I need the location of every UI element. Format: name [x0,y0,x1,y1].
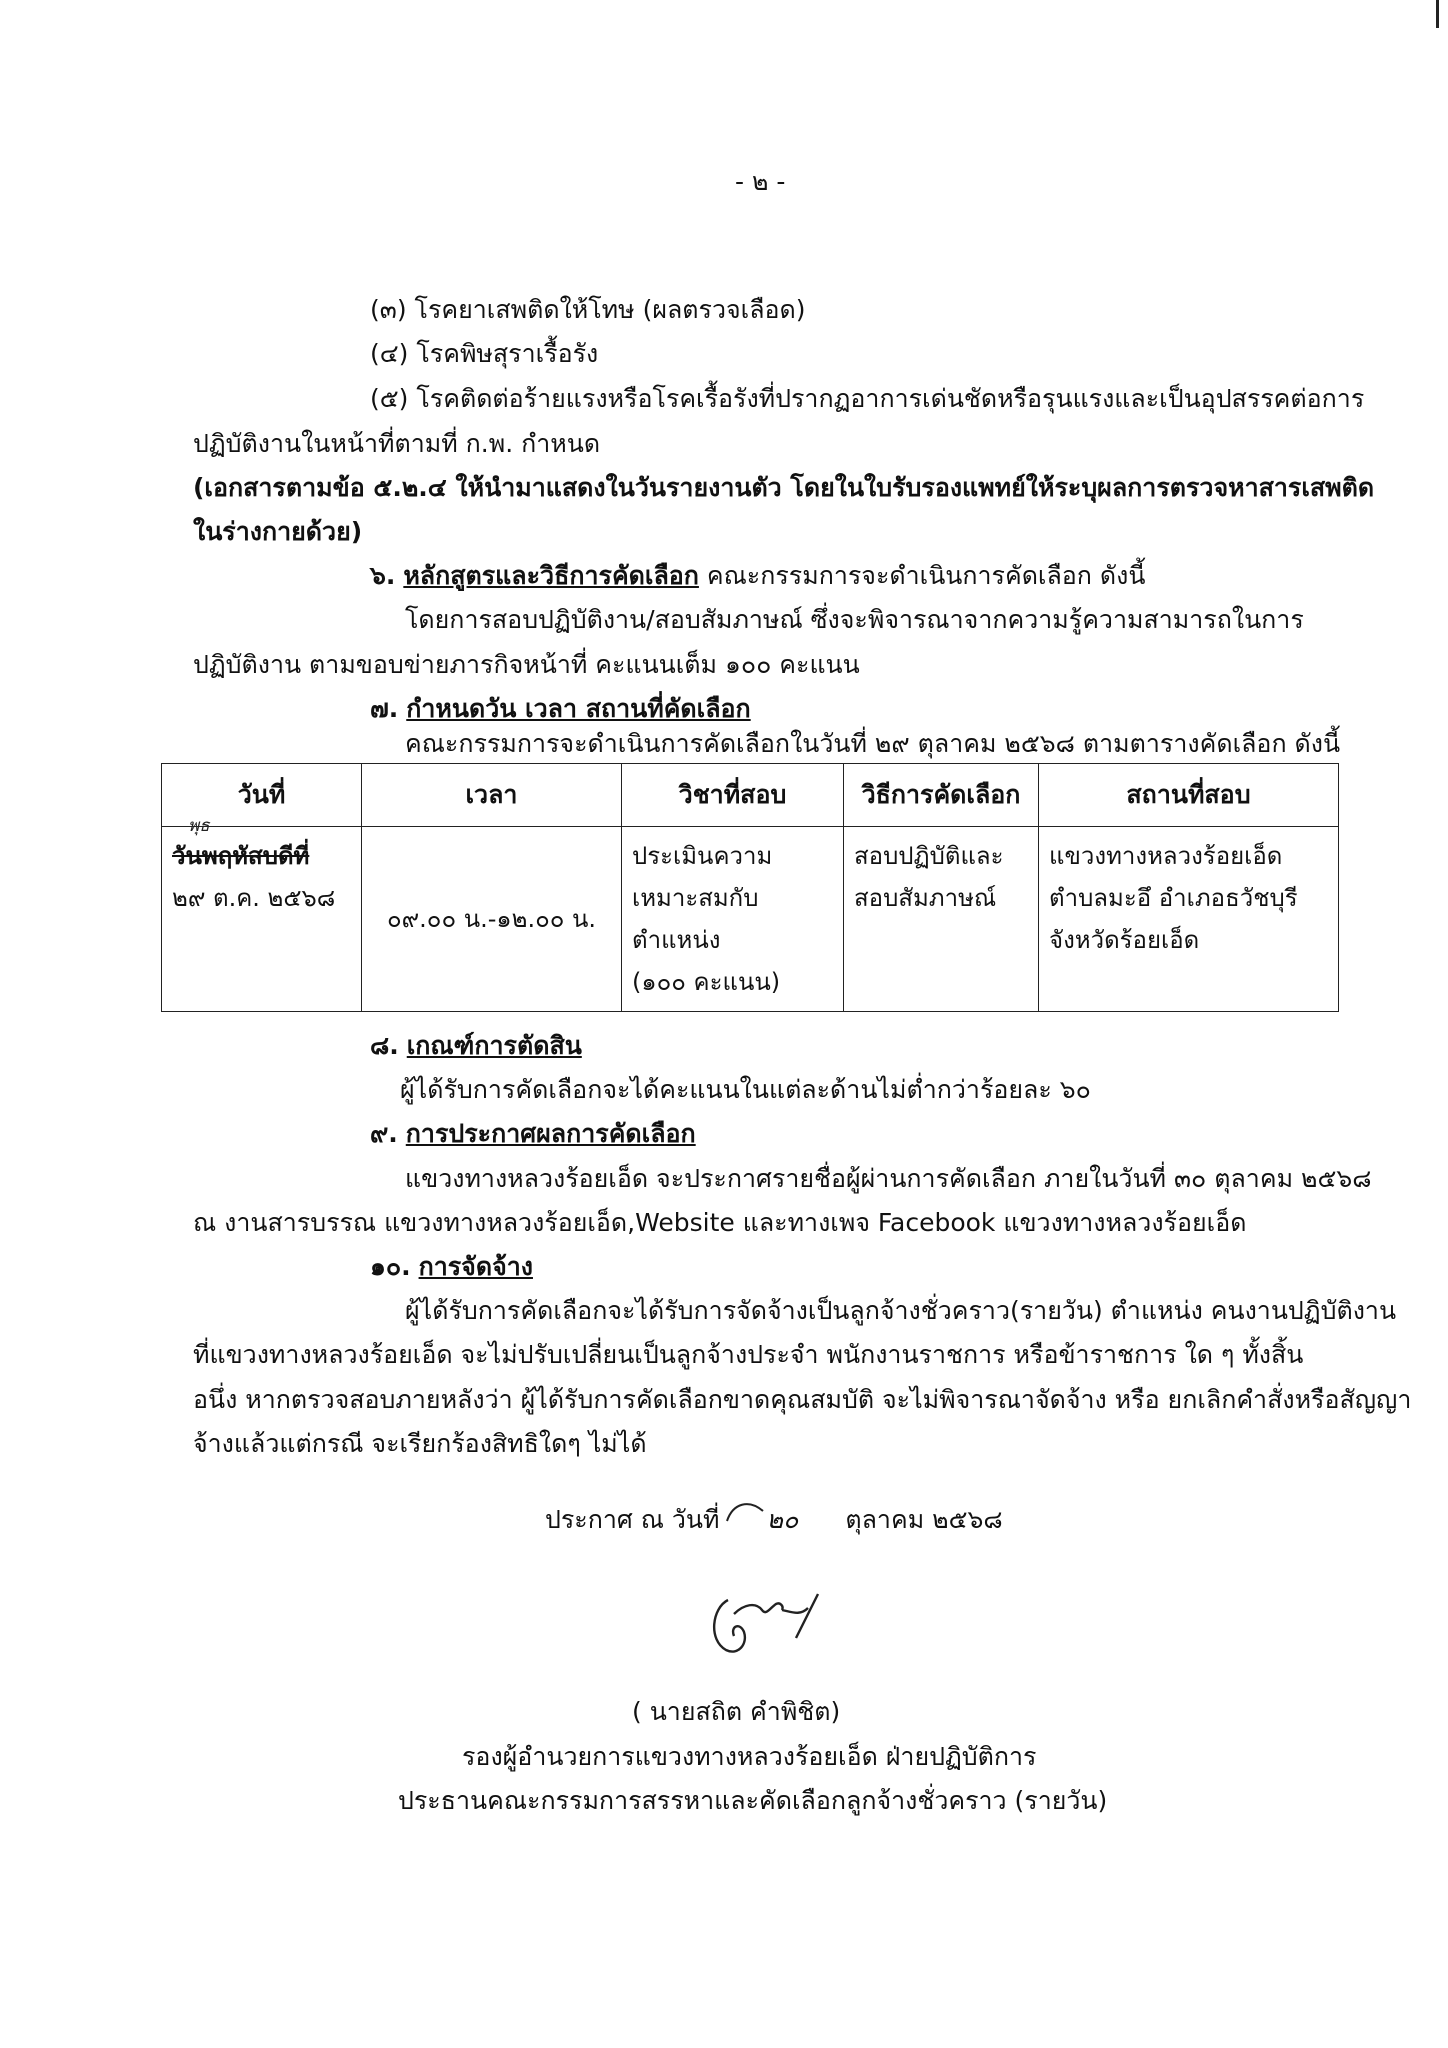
section10-line3: อนึ่ง หากตรวจสอบภายหลังว่า ผู้ได้รับการคัดเลือกขาดคุณสมบัติ จะไม่พิจารณาจัดจ้าง หรือ ยกเลิกคำสั่งหรือสัญญา [193,1385,1412,1414]
schedule-table [161,763,1339,1012]
schedule-row [162,827,1339,1012]
section10-line2: ที่แขวงทางหลวงร้อยเอ็ด จะไม่ปรับเปลี่ยนเป็นลูกจ้างประจำ พนักงานราชการ หรือข้าราชการ ใด ๆ ทั้งสิ้น [193,1340,1304,1369]
method-line2: สอบสัมภาษณ์ [854,884,997,912]
subject-line1: ประเมินความ [632,842,773,870]
date-weekday: วันพฤหัสบดีที่ [172,842,310,870]
location-line2: ตำบลมะอึ อำเภอธวัชบุรี [1049,884,1298,912]
cell-location [1039,827,1339,1012]
subject-line2: เหมาะสมกับตำแหน่ง [632,884,759,954]
section7-title: กำหนดวัน เวลา สถานที่คัดเลือก [406,694,751,723]
section9-line1: แขวงทางหลวงร้อยเอ็ด จะประกาศรายชื่อผู้ผ่านการคัดเลือก ภายในวันที่ ๓๐ ตุลาคม ๒๕๖๘ [405,1164,1372,1193]
section7-heading [370,692,751,726]
section6-title: หลักสูตรและวิธีการคัดเลือก [403,561,699,590]
section6-line1: โดยการสอบปฏิบัติงาน/สอบสัมภาษณ์ ซึ่งจะพิจารณาจากความรู้ความสามารถในการ [405,605,1304,634]
section10-title: การจัดจ้าง [418,1252,533,1281]
section10-number: ๑๐. [370,1252,411,1281]
disease-item-5-continued: ปฏิบัติงานในหน้าที่ตามที่ ก.พ. กำหนด [193,429,601,458]
section6-lead: คณะกรรมการจะดำเนินการคัดเลือก ดังนี้ [706,561,1146,590]
cell-method [844,827,1039,1012]
announcement-prefix: ประกาศ ณ วันที่ [545,1505,720,1534]
page-number: - ๒ - [735,167,786,196]
section8-heading [370,1029,582,1063]
section9-title: การประกาศผลการคัดเลือก [405,1119,696,1148]
document-note-line2: ในร่างกายด้วย) [193,517,363,546]
header-method: วิธีการคัดเลือก [844,764,1039,827]
section10-heading [370,1250,533,1284]
announcement-suffix: ตุลาคม ๒๕๖๘ [845,1505,1003,1534]
section7-line1: คณะกรรมการจะดำเนินการคัดเลือกในวันที่ ๒๙ ตุลาคม ๒๕๖๘ ตามตารางคัดเลือก ดังนี้ [405,729,1341,758]
page-edge-mark [1436,0,1439,28]
signatory-position2: ประธานคณะกรรมการสรรหาและคัดเลือกลูกจ้างชั่วคราว (รายวัน) [398,1786,1108,1815]
method-line1: สอบปฏิบัติและ [854,842,1004,870]
disease-item-5: (๕) โรคติดต่อร้ายแรงหรือโรคเรื้อรังที่ปรากฏอาการเด่นชัดหรือรุนแรงและเป็นอุปสรรคต่อการ [370,384,1365,413]
cell-date [162,816,362,1012]
section9-line2: ณ งานสารบรรณ แขวงทางหลวงร้อยเอ็ด,Website และทางเพจ Facebook แขวงทางหลวงร้อยเอ็ด [193,1208,1247,1237]
subject-line3: (๑๐๐ คะแนน) [632,968,781,996]
cell-subject [622,827,844,1012]
location-line3: จังหวัดร้อยเอ็ด [1049,926,1200,954]
section9-number: ๙. [370,1119,398,1148]
section7-number: ๗. [370,694,399,723]
section6-heading [370,559,1145,593]
cell-time: ๐๙.๐๐ น.-๑๒.๐๐ น. [362,827,622,1012]
section6-number: ๖. [370,561,396,590]
handwritten-day-correction: พุธ [188,816,210,836]
signatory-position1: รองผู้อำนวยการแขวงทางหลวงร้อยเอ็ด ฝ่ายปฏิบัติการ [462,1742,1037,1771]
section9-heading [370,1117,696,1151]
signature-icon [700,1580,830,1670]
disease-item-3: (๓) โรคยาเสพติดให้โทษ (ผลตรวจเลือด) [370,295,806,324]
section6-line2: ปฏิบัติงาน ตามขอบข่ายภารกิจหน้าที่ คะแนนเต็ม ๑๐๐ คะแนน [193,650,860,679]
announcement-day-handwritten: ๒๐ [727,1503,837,1537]
handwritten-stroke-icon [723,1497,793,1527]
date-value: ๒๙ ต.ค. ๒๕๖๘ [172,884,336,912]
section8-number: ๘. [370,1031,399,1060]
signatory-name: ( นายสถิต คำพิชิต) [632,1697,841,1726]
header-date: วันที่ [162,764,362,827]
section10-line1: ผู้ได้รับการคัดเลือกจะได้รับการจัดจ้างเป็นลูกจ้างชั่วคราว(รายวัน) ตำแหน่ง คนงานปฏิบัติงาน [405,1296,1397,1325]
header-location: สถานที่สอบ [1039,764,1339,827]
header-subject: วิชาที่สอบ [622,764,844,827]
section10-line4: จ้างแล้วแต่กรณี จะเรียกร้องสิทธิใดๆ ไม่ได้ [193,1429,647,1458]
header-time: เวลา [362,764,622,827]
location-line1: แขวงทางหลวงร้อยเอ็ด [1049,842,1283,870]
announcement-date [545,1503,1003,1537]
section8-title: เกณฑ์การตัดสิน [406,1031,582,1060]
schedule-header-row [162,764,1339,827]
document-note-line1: (เอกสารตามข้อ ๕.๒.๔ ให้นำมาแสดงในวันรายงานตัว โดยในใบรับรองแพทย์ให้ระบุผลการตรวจหาสารเสพติด [193,473,1375,502]
section8-line1: ผู้ได้รับการคัดเลือกจะได้คะแนนในแต่ละด้านไม่ต่ำกว่าร้อยละ ๖๐ [400,1075,1091,1104]
disease-item-4: (๔) โรคพิษสุราเรื้อรัง [370,339,599,368]
